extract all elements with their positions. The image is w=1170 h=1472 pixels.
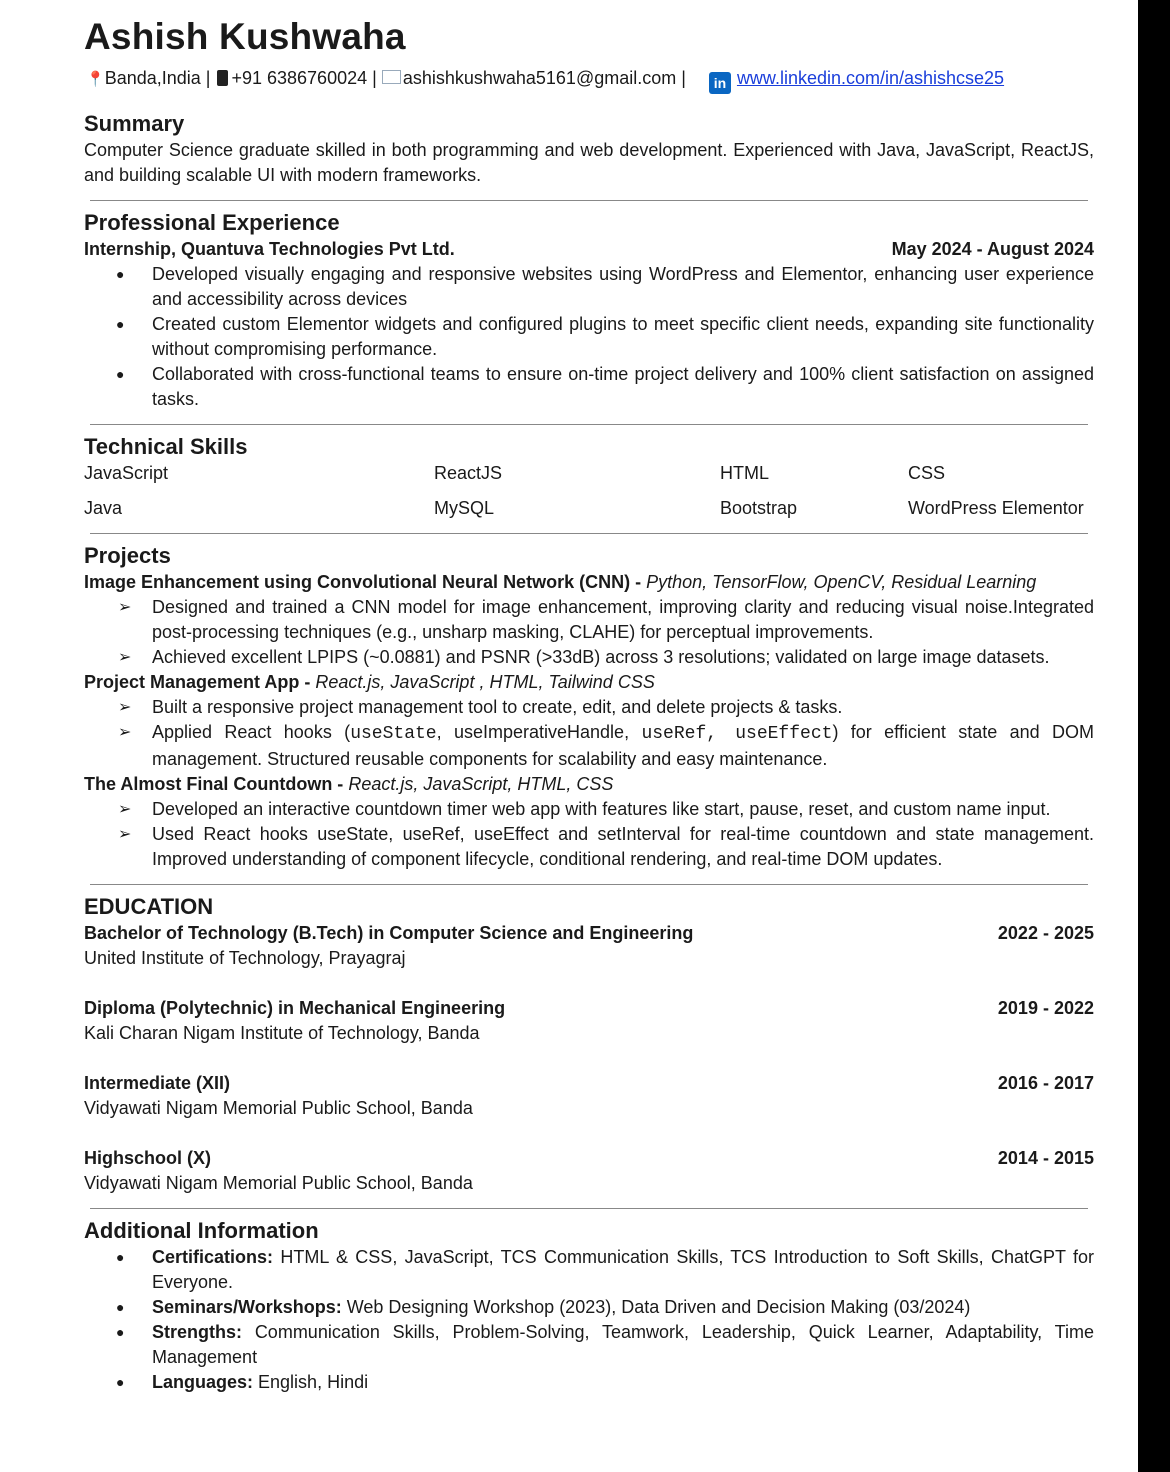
item-text: English, Hindi [258,1372,369,1392]
skills-grid [84,461,1094,521]
location-text: Banda,India | [104,68,211,88]
list-item: ● Developed visually engaging and responsive websites using WordPress and Elementor, enhancing user experience and accessibility across devices [84,262,1094,312]
education-entry [84,1071,1094,1121]
project-tech: React.js, JavaScript, HTML, CSS [348,774,614,794]
linkedin-link[interactable]: www.linkedin.com/in/ashishcse25 [736,68,1005,88]
bullet-text: ) for efficient state and DOM management. Structured reusable components for scalability and easy maintenance. [152,722,1094,769]
list-item [84,1295,1094,1320]
skills-heading: Technical Skills [84,434,248,459]
location-pin-icon: 📍 [86,71,105,88]
additional-list [84,1245,1094,1395]
item-label: Certifications: [152,1247,274,1267]
item-text: Web Designing Workshop (2023), Data Driven and Decision Making (03/2024) [346,1297,971,1317]
project-title [84,570,1094,595]
section-divider [90,884,1088,885]
projects-heading: Projects [84,543,171,568]
project-name: The Almost Final Countdown - [84,774,344,794]
project-name: Image Enhancement using Convolutional Neural Network (CNN) - [84,572,642,592]
skill-item: ReactJS [434,463,503,483]
list-item: ➢ Used React hooks useState, useRef, useEffect and setInterval for real-time countdown and state management. Improved understanding of component lifecycle, conditional rendering, and real-time DOM updates. [84,822,1094,872]
skill-item: MySQL [434,498,495,518]
project-bullets [84,695,1094,772]
list-item: ● Collaborated with cross-functional teams to ensure on-time project delivery and 100% client satisfaction on assigned tasks. [84,362,1094,412]
experience-header [84,237,1094,262]
years: 2014 - 2015 [997,1148,1094,1168]
skill-item: Bootstrap [720,498,798,518]
phone-text: +91 6386760024 | [231,68,377,88]
list-item: ➢ Achieved excellent LPIPS (~0.0881) and PSNR (>33dB) across 3 resolutions; validated on large image datasets. [84,645,1094,670]
candidate-name: Ashish Kushwaha [84,16,406,57]
experience-dates: May 2024 - August 2024 [891,239,1094,259]
item-text: HTML & CSS, JavaScript, TCS Communication Skills, TCS Introduction to Soft Skills, ChatGPT for Everyone. [152,1247,1094,1292]
list-item: ➢ Developed an interactive countdown timer web app with features like start, pause, reset, and custom name input. [84,797,1094,822]
project-title [84,772,1094,797]
summary-text: Computer Science graduate skilled in both programming and web development. Experienced with Java, JavaScript, ReactJS, and building scalable UI with modern frameworks. [84,140,1094,185]
degree: Highschool (X) [84,1148,211,1168]
section-divider [90,424,1088,425]
project-tech: Python, TensorFlow, OpenCV, Residual Learning [646,572,1037,592]
project-title [84,670,1094,695]
list-item [84,1245,1094,1295]
years: 2022 - 2025 [997,923,1094,943]
project-bullets [84,797,1094,872]
skill-item: CSS [908,463,946,483]
phone-icon [217,70,228,86]
additional-heading: Additional Information [84,1218,319,1243]
list-item [84,1320,1094,1370]
code-text: useRef, useEffect [641,724,833,744]
linkedin-icon: in [709,72,731,94]
degree: Diploma (Polytechnic) in Mechanical Engineering [84,998,506,1018]
list-item [84,720,1094,772]
project-name: Project Management App - [84,672,311,692]
list-item: ➢ Designed and trained a CNN model for image enhancement, improving clarity and reducing visual noise.Integrated post-processing techniques (e.g., unsharp masking, CLAHE) for perceptual improvements. [84,595,1094,645]
years: 2019 - 2022 [997,998,1094,1018]
section-divider [90,200,1088,201]
item-label: Strengths: [152,1322,242,1342]
education-entry [84,996,1094,1046]
contact-line [84,64,1094,92]
section-divider [90,533,1088,534]
skill-item: HTML [720,463,769,483]
school: Vidyawati Nigam Memorial Public School, Banda [84,1173,473,1193]
summary-heading: Summary [84,111,185,136]
list-item: ➢ Built a responsive project management tool to create, edit, and delete projects & tasks. [84,695,1094,720]
school: Kali Charan Nigam Institute of Technology, Banda [84,1023,480,1043]
item-label: Seminars/Workshops: [152,1297,342,1317]
school: Vidyawati Nigam Memorial Public School, Banda [84,1098,473,1118]
list-item [84,1370,1094,1395]
skill-item: WordPress Elementor [908,498,1084,518]
education-heading: EDUCATION [84,894,214,919]
item-label: Languages: [152,1372,254,1392]
bullet-text: , useImperativeHandle, [436,722,642,742]
experience-heading: Professional Experience [84,210,340,235]
item-text: Communication Skills, Problem-Solving, Teamwork, Leadership, Quick Learner, Adaptability, Time Management [152,1322,1094,1367]
section-divider [90,1208,1088,1209]
skill-item: JavaScript [84,463,169,483]
project-tech: React.js, JavaScript , HTML, Tailwind CSS [315,672,655,692]
degree: Bachelor of Technology (B.Tech) in Computer Science and Engineering [84,923,694,943]
email-text: ashishkushwaha5161@gmail.com | [402,68,686,88]
skill-item: Java [84,498,123,518]
education-entry [84,1146,1094,1196]
education-entry [84,921,1094,971]
resume-content [84,14,1094,1395]
bullet-text: Applied React hooks ( [152,722,351,742]
list-item: ● Created custom Elementor widgets and configured plugins to meet specific client needs, expanding site functionality without compromising performance. [84,312,1094,362]
project-bullets [84,595,1094,670]
experience-role: Internship, Quantuva Technologies Pvt Ltd. [84,239,455,259]
years: 2016 - 2017 [997,1073,1094,1093]
school: United Institute of Technology, Prayagraj [84,948,406,968]
degree: Intermediate (XII) [84,1073,231,1093]
code-text: useState [350,724,437,744]
mail-icon [382,70,401,84]
experience-bullets [84,262,1094,412]
